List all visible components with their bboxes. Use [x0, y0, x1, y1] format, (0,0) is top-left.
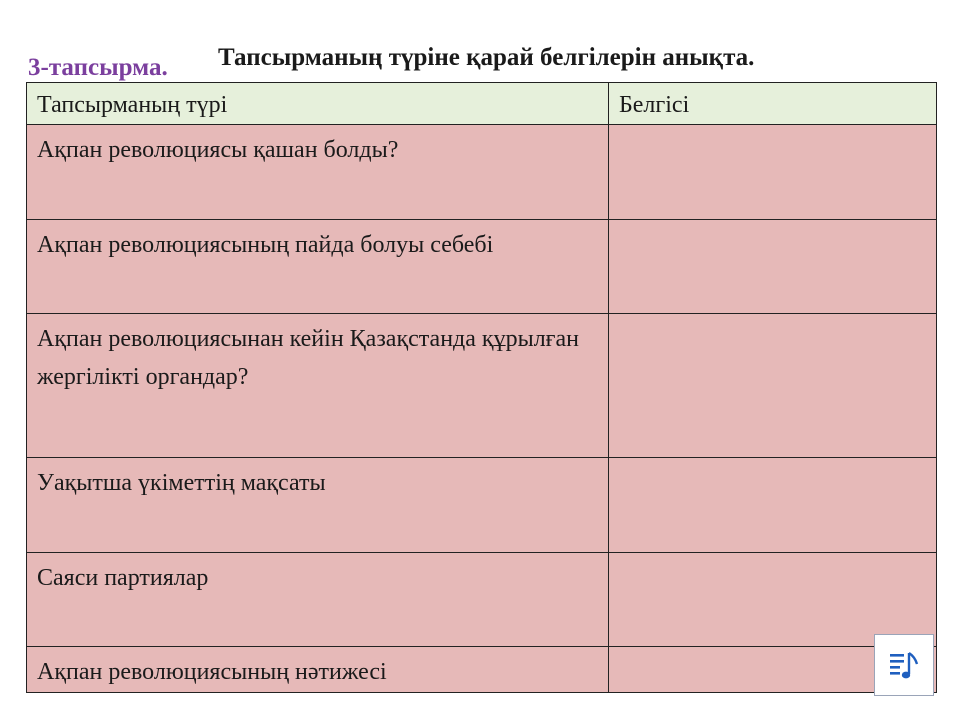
sign-cell[interactable] [609, 553, 937, 647]
task-type-cell: Ақпан революциясының нәтижесі [27, 647, 609, 693]
table-row [27, 553, 937, 647]
slide-title: Тапсырманың түріне қарай белгілерін анықта. [218, 44, 755, 71]
header-sign: Белгісі [609, 83, 937, 125]
audio-button[interactable] [874, 634, 934, 696]
header-task-type: Тапсырманың түрі [27, 83, 609, 125]
sign-cell[interactable] [609, 125, 937, 220]
sign-cell[interactable] [609, 458, 937, 553]
table-row [27, 125, 937, 220]
sign-cell[interactable] [609, 314, 937, 458]
sign-cell[interactable] [609, 220, 937, 314]
music-playlist-icon [889, 649, 921, 683]
table-row [27, 647, 937, 693]
task-table [26, 82, 937, 693]
task-type-cell: Уақытша үкіметтің мақсаты [27, 458, 609, 553]
task-type-cell: Саяси партиялар [27, 553, 609, 647]
task-type-cell: Ақпан революциясы қашан болды? [27, 125, 609, 220]
task-type-cell: Ақпан революциясынан кейін Қазақстанда құрылған жергілікті органдар? [27, 314, 609, 458]
table-row [27, 220, 937, 314]
table-header-row [27, 83, 937, 125]
task-type-cell: Ақпан революциясының пайда болуы себебі [27, 220, 609, 314]
table-row [27, 314, 937, 458]
task-label: 3-тапсырма. [28, 54, 168, 81]
table-row [27, 458, 937, 553]
